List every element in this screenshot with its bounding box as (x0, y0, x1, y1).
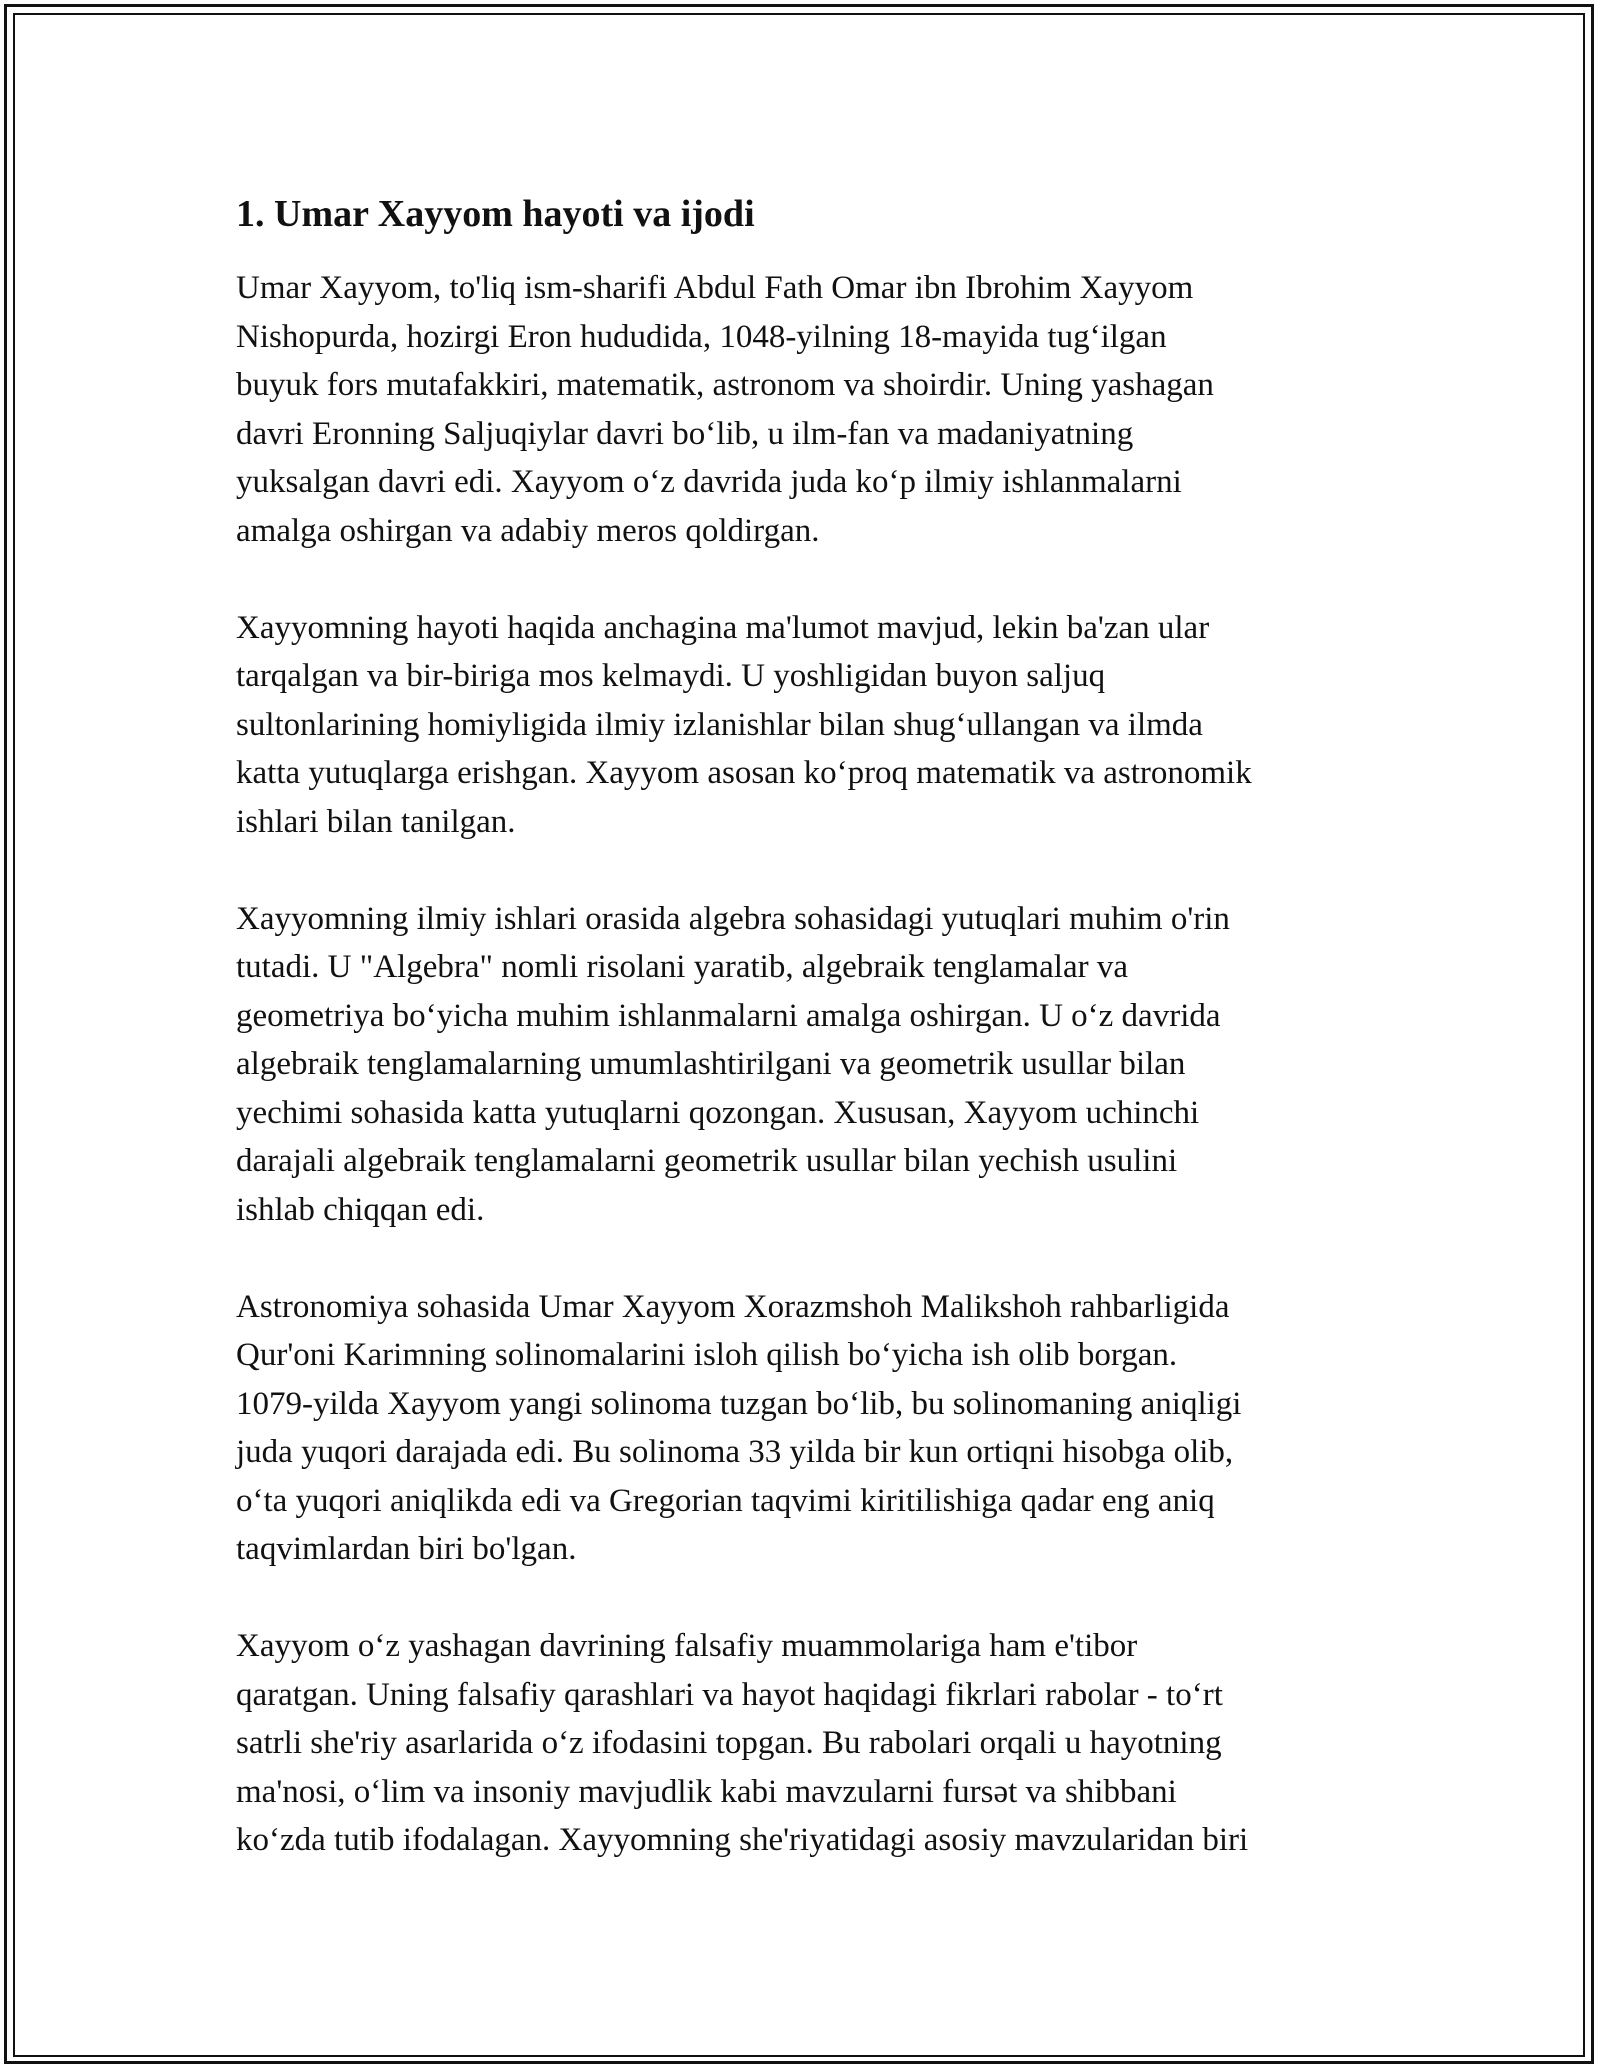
paragraph-algebra: Xayyomning ilmiy ishlari orasida algebra sohasidagi yutuqlari muhim o'rin tutadi. U "Algebra" nomli risolani yaratib, algebraik tenglamalar va geometriya bo‘yicha muhim ishlanmalarni amalga oshirgan. U o‘z davrida algebraik tenglamalarning umumlashtirilgani va geometrik usullar bilan yechimi sohasida katta yutuqlarni qozongan. Xususan, Xayyom uchinchi darajali algebraik tenglamalarni geometrik usullar bilan yechish usulini ishlab chiqqan edi. (236, 900, 1230, 1228)
section-title: 1. Umar Xayyom hayoti va ijodi (236, 193, 755, 235)
paragraph-philosophy: Xayyom o‘z yashagan davrining falsafiy muammolariga ham e'tibor qaratgan. Uning falsafiy qarashlari va hayot haqidagi fikrlari rabolar - to‘rt satrli she'riy asarlarida o‘z ifodasini topgan. Bu rabolari orqali u hayotning ma'nosi, o‘lim va insoniy mavjudlik kabi mavzularni fursət va shibbani ko‘zda tutib ifodalagan. Xayyomning she'riyatidagi asosiy mavzularidan biri (236, 1628, 1249, 1858)
paragraph-astronomy: Astronomiya sohasida Umar Xayyom Xorazmshoh Malikshoh rahbarligida Qur'oni Karimning solinomalarini isloh qilish bo‘yicha ish olib borgan. 1079-yilda Xayyom yangi solinoma tuzgan bo‘lib, bu solinomaning aniqligi juda yuqori darajada edi. Bu solinoma 33 yilda bir kun ortiqni hisobga olib, o‘ta yuqori aniqlikda edi va Gregorian taqvimi kiritilishiga qadar eng aniq taqvimlardan biri bo'lgan. (236, 1288, 1242, 1567)
document-body (236, 190, 1386, 1865)
paragraph-biography: Umar Xayyom, to'liq ism-sharifi Abdul Fath Omar ibn Ibrohim Xayyom Nishopurda, hozirgi Eron hududida, 1048-yilning 18-mayida tug‘ilgan buyuk fors mutafakkiri, matematik, astronom va shoirdir. Uning yashagan davri Eronning Saljuqiylar davri bo‘lib, u ilm-fan va madaniyatning yuksalgan davri edi. Xayyom o‘z davrida juda ko‘p ilmiy ishlanmalarni amalga oshirgan va adabiy meros qoldirgan. (236, 270, 1214, 549)
paragraph-life: Xayyomning hayoti haqida anchagina ma'lumot mavjud, lekin ba'zan ular tarqalgan va bir-biriga mos kelmaydi. U yoshligidan buyon saljuq sultonlarining homiyligida ilmiy izlanishlar bilan shug‘ullangan va ilmda katta yutuqlarga erishgan. Xayyom asosan ko‘proq matematik va astronomik ishlari bilan tanilgan. (236, 609, 1252, 840)
